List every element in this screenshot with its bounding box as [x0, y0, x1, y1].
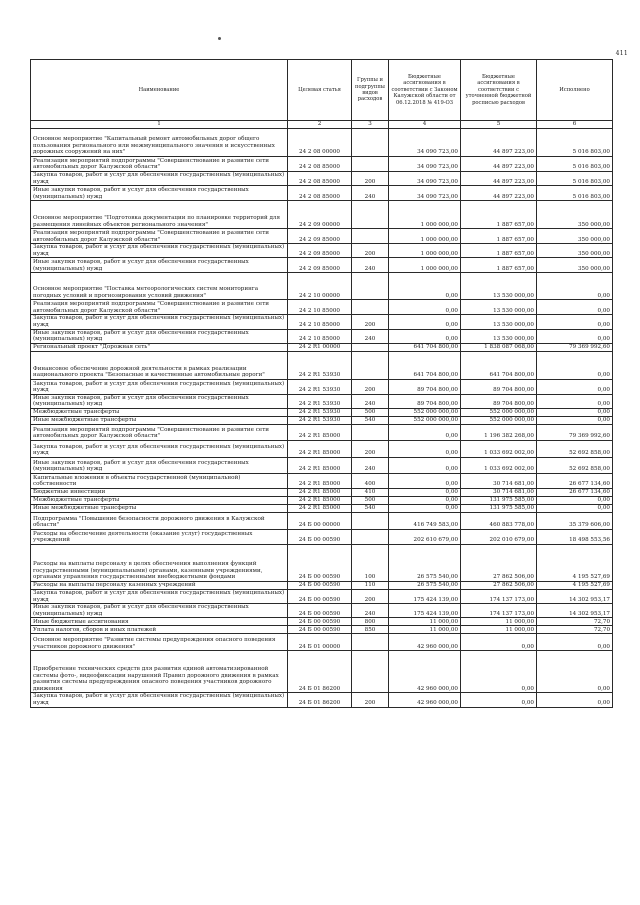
row-expense-type: 410 — [352, 488, 389, 496]
row-name: Закупка товаров, работ и услуг для обеспечения государственных (муниципальных) нужд — [31, 315, 288, 329]
row-name: Закупка товаров, работ и услуг для обеспечения государственных (муниципальных) нужд — [31, 172, 288, 186]
row-allocation-law: 1 000 000,00 — [389, 201, 461, 229]
row-allocation-updated: 1 887 657,00 — [461, 258, 537, 273]
row-executed: 0,00 — [537, 351, 613, 379]
row-name: Реализация мероприятий подпрограммы "Совершенствование и развитие сети автомобильных дорог Калужской области" — [31, 229, 288, 244]
row-allocation-law: 34 090 723,00 — [389, 186, 461, 201]
row-target-article: 24 2 R1 85000 — [288, 504, 352, 512]
page-number: 411 — [615, 50, 628, 57]
row-expense-type: 200 — [352, 693, 389, 707]
row-allocation-law: 42 960 000,00 — [389, 693, 461, 707]
row-executed: 0,00 — [537, 300, 613, 315]
budget-table — [30, 59, 613, 708]
row-name: Закупка товаров, работ и услуг для обеспечения государственных (муниципальных) нужд — [31, 379, 288, 394]
row-executed: 35 379 606,00 — [537, 512, 613, 529]
row-target-article: 24 2 08 00000 — [288, 129, 352, 157]
table-row — [31, 634, 613, 651]
column-number: 6 — [537, 121, 613, 129]
row-expense-type: 500 — [352, 496, 389, 504]
row-name: Иные межбюджетные трансферты — [31, 416, 288, 424]
row-expense-type: 240 — [352, 329, 389, 343]
row-expense-type: 400 — [352, 473, 389, 488]
row-target-article: 24 2 R1 85000 — [288, 488, 352, 496]
row-allocation-law: 26 575 540,00 — [389, 581, 461, 589]
row-allocation-updated: 11 000,00 — [461, 626, 537, 634]
row-name: Уплата налогов, сборов и иных платежей — [31, 626, 288, 634]
row-allocation-law: 552 000 000,00 — [389, 408, 461, 416]
row-allocation-updated: 552 000 000,00 — [461, 416, 537, 424]
row-expense-type: 240 — [352, 457, 389, 473]
row-allocation-law: 0,00 — [389, 440, 461, 457]
row-allocation-updated: 0,00 — [461, 693, 537, 707]
row-allocation-updated: 44 897 223,00 — [461, 186, 537, 201]
row-target-article: 24 Б 01 86200 — [288, 693, 352, 707]
row-allocation-updated: 460 883 778,00 — [461, 512, 537, 529]
header-allocations-law: Бюджетные ассигнования в соответствии с Законом Калужской области от 06.12.2018 № 419-ОЗ — [389, 60, 461, 121]
header-target-article: Целевая статья — [288, 60, 352, 121]
row-target-article: 24 2 08 85000 — [288, 157, 352, 172]
row-expense-type: 200 — [352, 589, 389, 603]
table-row — [31, 416, 613, 424]
table-row — [31, 201, 613, 229]
row-allocation-law: 0,00 — [389, 488, 461, 496]
row-name: Бюджетные инвестиции — [31, 488, 288, 496]
row-allocation-updated: 1 887 657,00 — [461, 229, 537, 244]
row-target-article: 24 2 08 85000 — [288, 172, 352, 186]
row-target-article: 24 2 R1 85000 — [288, 424, 352, 440]
row-allocation-law: 202 610 679,00 — [389, 529, 461, 544]
table-row — [31, 394, 613, 408]
row-executed: 350 000,00 — [537, 244, 613, 258]
row-executed: 0,00 — [537, 315, 613, 329]
row-target-article: 24 2 10 85000 — [288, 329, 352, 343]
row-target-article: 24 2 R1 00000 — [288, 343, 352, 351]
row-name: Межбюджетные трансферты — [31, 496, 288, 504]
row-expense-type: 110 — [352, 581, 389, 589]
row-expense-type: 200 — [352, 379, 389, 394]
column-number: 3 — [352, 121, 389, 129]
table-row — [31, 440, 613, 457]
row-name: Основное мероприятие "Подготовка документации по планировке территорий для размещения линейных объектов регионального значения" — [31, 201, 288, 229]
table-row — [31, 651, 613, 693]
row-expense-type — [352, 634, 389, 651]
row-expense-type — [352, 300, 389, 315]
row-expense-type: 240 — [352, 394, 389, 408]
table-row — [31, 626, 613, 634]
column-number-row — [31, 121, 613, 129]
row-target-article: 24 2 10 85000 — [288, 315, 352, 329]
table-row — [31, 618, 613, 626]
row-allocation-law: 1 000 000,00 — [389, 229, 461, 244]
row-expense-type — [352, 651, 389, 693]
row-executed: 0,00 — [537, 634, 613, 651]
row-allocation-updated: 11 000,00 — [461, 618, 537, 626]
row-executed: 4 195 527,69 — [537, 544, 613, 581]
row-allocation-law: 0,00 — [389, 300, 461, 315]
row-expense-type: 200 — [352, 315, 389, 329]
row-executed: 0,00 — [537, 504, 613, 512]
row-allocation-law: 1 000 000,00 — [389, 258, 461, 273]
row-target-article: 24 Б 01 86200 — [288, 651, 352, 693]
row-allocation-updated: 30 714 681,00 — [461, 473, 537, 488]
row-allocation-law: 42 960 000,00 — [389, 651, 461, 693]
row-name: Иные закупки товаров, работ и услуг для обеспечения государственных (муниципальных) нужд — [31, 457, 288, 473]
row-allocation-updated: 131 975 585,00 — [461, 504, 537, 512]
row-allocation-law: 175 424 139,00 — [389, 604, 461, 618]
row-name: Реализация мероприятий подпрограммы "Совершенствование и развитие сети автомобильных дорог Калужской области" — [31, 424, 288, 440]
row-allocation-updated: 1 887 657,00 — [461, 201, 537, 229]
header-expense-group: Группы и подгруппы видов расходов — [352, 60, 389, 121]
row-target-article: 24 Б 00 00000 — [288, 512, 352, 529]
row-expense-type — [352, 512, 389, 529]
table-row — [31, 581, 613, 589]
row-allocation-law: 89 704 800,00 — [389, 379, 461, 394]
header-allocations-updated: Бюджетные ассигнования в соответствии с уточненной бюджетной росписью расходов — [461, 60, 537, 121]
row-allocation-updated: 174 137 173,00 — [461, 589, 537, 603]
row-allocation-updated: 13 530 000,00 — [461, 273, 537, 300]
row-name: Иные закупки товаров, работ и услуг для обеспечения государственных (муниципальных) нужд — [31, 329, 288, 343]
row-expense-type — [352, 129, 389, 157]
row-target-article: 24 2 09 00000 — [288, 201, 352, 229]
row-name: Иные межбюджетные трансферты — [31, 504, 288, 512]
row-expense-type — [352, 529, 389, 544]
scan-speck — [218, 37, 221, 40]
row-expense-type: 540 — [352, 416, 389, 424]
row-allocation-updated: 13 530 000,00 — [461, 329, 537, 343]
row-executed: 5 016 803,00 — [537, 186, 613, 201]
table-row — [31, 496, 613, 504]
table-row — [31, 379, 613, 394]
table-row — [31, 315, 613, 329]
table-row — [31, 329, 613, 343]
row-target-article: 24 2 R1 53930 — [288, 351, 352, 379]
row-allocation-updated: 13 530 000,00 — [461, 315, 537, 329]
row-target-article: 24 Б 00 00590 — [288, 589, 352, 603]
row-expense-type — [352, 343, 389, 351]
row-allocation-law: 641 704 800,00 — [389, 343, 461, 351]
row-target-article: 24 2 R1 85000 — [288, 440, 352, 457]
row-expense-type: 240 — [352, 604, 389, 618]
row-target-article: 24 Б 00 00590 — [288, 604, 352, 618]
row-executed: 350 000,00 — [537, 229, 613, 244]
row-target-article: 24 Б 00 00590 — [288, 618, 352, 626]
row-allocation-law: 416 749 583,00 — [389, 512, 461, 529]
row-target-article: 24 2 08 85000 — [288, 186, 352, 201]
table-body — [31, 129, 613, 708]
table-row — [31, 457, 613, 473]
row-target-article: 24 Б 00 00590 — [288, 581, 352, 589]
row-expense-type — [352, 229, 389, 244]
row-name: Региональный проект "Дорожная сеть" — [31, 343, 288, 351]
row-name: Закупка товаров, работ и услуг для обеспечения государственных (муниципальных) нужд — [31, 440, 288, 457]
row-expense-type: 240 — [352, 258, 389, 273]
column-number: 4 — [389, 121, 461, 129]
row-allocation-law: 11 000,00 — [389, 618, 461, 626]
row-target-article: 24 2 09 85000 — [288, 244, 352, 258]
header-name: Наименование — [31, 60, 288, 121]
row-name: Иные закупки товаров, работ и услуг для обеспечения государственных (муниципальных) нужд — [31, 258, 288, 273]
row-expense-type — [352, 424, 389, 440]
row-target-article: 24 2 R1 85000 — [288, 496, 352, 504]
column-number: 2 — [288, 121, 352, 129]
row-expense-type: 500 — [352, 408, 389, 416]
row-name: Закупка товаров, работ и услуг для обеспечения государственных (муниципальных) нужд — [31, 693, 288, 707]
row-name: Закупка товаров, работ и услуг для обеспечения государственных (муниципальных) нужд — [31, 244, 288, 258]
column-number: 1 — [31, 121, 288, 129]
row-allocation-law: 42 960 000,00 — [389, 634, 461, 651]
row-allocation-law: 0,00 — [389, 329, 461, 343]
row-allocation-updated: 44 897 223,00 — [461, 129, 537, 157]
row-allocation-law: 0,00 — [389, 457, 461, 473]
row-allocation-law: 552 000 000,00 — [389, 416, 461, 424]
table-row — [31, 186, 613, 201]
table-row — [31, 351, 613, 379]
row-expense-type: 100 — [352, 544, 389, 581]
row-executed: 350 000,00 — [537, 201, 613, 229]
table-row — [31, 157, 613, 172]
row-executed: 26 677 134,60 — [537, 473, 613, 488]
row-executed: 14 302 953,17 — [537, 589, 613, 603]
row-target-article: 24 2 R1 53930 — [288, 379, 352, 394]
table-row — [31, 244, 613, 258]
row-expense-type — [352, 273, 389, 300]
row-expense-type — [352, 351, 389, 379]
row-allocation-updated: 1 838 087 068,00 — [461, 343, 537, 351]
header-executed: Исполнено — [537, 60, 613, 121]
row-allocation-law: 1 000 000,00 — [389, 244, 461, 258]
row-allocation-law: 175 424 139,00 — [389, 589, 461, 603]
row-executed: 5 016 803,00 — [537, 172, 613, 186]
table-row — [31, 488, 613, 496]
table-row — [31, 604, 613, 618]
row-target-article: 24 2 10 85000 — [288, 300, 352, 315]
row-executed: 0,00 — [537, 408, 613, 416]
table-row — [31, 300, 613, 315]
row-target-article: 24 Б 00 00590 — [288, 544, 352, 581]
row-expense-type: 800 — [352, 618, 389, 626]
row-name: Иные бюджетные ассигнования — [31, 618, 288, 626]
row-allocation-updated: 0,00 — [461, 634, 537, 651]
row-name: Финансовое обеспечение дорожной деятельности в рамках реализации национального проекта "Безопасные и качественные автомобильные дороги" — [31, 351, 288, 379]
row-executed: 0,00 — [537, 329, 613, 343]
row-allocation-law: 0,00 — [389, 496, 461, 504]
table-row — [31, 529, 613, 544]
row-name: Реализация мероприятий подпрограммы "Совершенствование и развитие сети автомобильных дорог Калужской области" — [31, 157, 288, 172]
table-row — [31, 229, 613, 244]
row-target-article: 24 Б 00 00590 — [288, 626, 352, 634]
row-allocation-updated: 44 897 223,00 — [461, 157, 537, 172]
row-executed: 4 195 527,69 — [537, 581, 613, 589]
table-row — [31, 129, 613, 157]
row-expense-type: 540 — [352, 504, 389, 512]
table-row — [31, 424, 613, 440]
row-executed: 5 016 803,00 — [537, 157, 613, 172]
row-name: Основное мероприятие "Поставка метеорологических систем мониторинга погодных условий и прогнозирования условий движения" — [31, 273, 288, 300]
row-executed: 0,00 — [537, 651, 613, 693]
row-executed: 72,70 — [537, 626, 613, 634]
row-expense-type — [352, 201, 389, 229]
table-row — [31, 273, 613, 300]
row-target-article: 24 2 R1 53930 — [288, 416, 352, 424]
header-row — [31, 60, 613, 121]
row-allocation-law: 26 575 540,00 — [389, 544, 461, 581]
row-allocation-updated: 1 033 692 002,00 — [461, 440, 537, 457]
row-allocation-updated: 27 862 506,00 — [461, 544, 537, 581]
row-allocation-updated: 89 704 800,00 — [461, 379, 537, 394]
row-target-article: 24 2 R1 85000 — [288, 473, 352, 488]
table-row — [31, 343, 613, 351]
row-allocation-law: 0,00 — [389, 315, 461, 329]
row-name: Реализация мероприятий подпрограммы "Совершенствование и развитие сети автомобильных дорог Калужской области" — [31, 300, 288, 315]
row-allocation-updated: 1 033 692 002,00 — [461, 457, 537, 473]
row-target-article: 24 Б 01 00000 — [288, 634, 352, 651]
table-row — [31, 512, 613, 529]
row-executed: 0,00 — [537, 273, 613, 300]
row-executed: 0,00 — [537, 394, 613, 408]
row-expense-type — [352, 157, 389, 172]
row-allocation-updated: 202 010 679,00 — [461, 529, 537, 544]
row-name: Расходы на выплаты персоналу в целях обеспечения выполнения функций государственными (муниципальными) органами, казенными учреждениями, органами управления государственными внебюджетными фондами — [31, 544, 288, 581]
row-allocation-law: 34 090 723,00 — [389, 172, 461, 186]
row-allocation-law: 0,00 — [389, 473, 461, 488]
row-allocation-law: 641 704 800,00 — [389, 351, 461, 379]
row-allocation-updated: 1 887 657,00 — [461, 244, 537, 258]
row-target-article: 24 2 R1 53930 — [288, 394, 352, 408]
table-row — [31, 504, 613, 512]
row-name: Иные закупки товаров, работ и услуг для обеспечения государственных (муниципальных) нужд — [31, 604, 288, 618]
row-executed: 350 000,00 — [537, 258, 613, 273]
row-allocation-law: 89 704 800,00 — [389, 394, 461, 408]
row-allocation-updated: 1 196 382 268,00 — [461, 424, 537, 440]
row-name: Основное мероприятие "Развитие системы предупреждения опасного поведения участников дорожного движения" — [31, 634, 288, 651]
row-name: Расходы на обеспечение деятельности (оказание услуг) государственных учреждений — [31, 529, 288, 544]
row-name: Закупка товаров, работ и услуг для обеспечения государственных (муниципальных) нужд — [31, 589, 288, 603]
row-allocation-updated: 552 000 000,00 — [461, 408, 537, 416]
table-row — [31, 473, 613, 488]
row-executed: 0,00 — [537, 416, 613, 424]
row-allocation-updated: 44 897 223,00 — [461, 172, 537, 186]
row-executed: 18 498 553,56 — [537, 529, 613, 544]
row-expense-type: 240 — [352, 186, 389, 201]
row-name: Расходы на выплаты персоналу казенных учреждений — [31, 581, 288, 589]
row-allocation-law: 34 090 723,00 — [389, 129, 461, 157]
row-target-article: 24 2 R1 53930 — [288, 408, 352, 416]
row-executed: 72,70 — [537, 618, 613, 626]
row-target-article: 24 2 09 85000 — [288, 258, 352, 273]
row-expense-type: 850 — [352, 626, 389, 634]
row-executed: 79 369 992,60 — [537, 343, 613, 351]
table-row — [31, 258, 613, 273]
row-executed: 26 677 134,60 — [537, 488, 613, 496]
row-expense-type: 200 — [352, 440, 389, 457]
row-executed: 0,00 — [537, 693, 613, 707]
row-allocation-law: 34 090 723,00 — [389, 157, 461, 172]
row-executed: 14 302 953,17 — [537, 604, 613, 618]
row-allocation-updated: 27 862 506,00 — [461, 581, 537, 589]
row-executed: 0,00 — [537, 379, 613, 394]
row-executed: 79 369 992,60 — [537, 424, 613, 440]
row-allocation-updated: 30 714 681,00 — [461, 488, 537, 496]
row-allocation-law: 0,00 — [389, 424, 461, 440]
table-row — [31, 589, 613, 603]
row-executed: 0,00 — [537, 496, 613, 504]
row-expense-type: 200 — [352, 172, 389, 186]
row-target-article: 24 Б 00 00590 — [288, 529, 352, 544]
table-row — [31, 408, 613, 416]
row-name: Подпрограмма "Повышение безопасности дорожного движения в Калужской области" — [31, 512, 288, 529]
row-executed: 52 692 858,00 — [537, 457, 613, 473]
row-allocation-updated: 13 530 000,00 — [461, 300, 537, 315]
row-target-article: 24 2 R1 85000 — [288, 457, 352, 473]
row-name: Иные закупки товаров, работ и услуг для обеспечения государственных (муниципальных) нужд — [31, 394, 288, 408]
row-target-article: 24 2 09 85000 — [288, 229, 352, 244]
row-allocation-law: 11 000,00 — [389, 626, 461, 634]
row-allocation-law: 0,00 — [389, 504, 461, 512]
row-name: Основное мероприятие "Капитальный ремонт автомобильных дорог общего пользования регионального или межмуниципального значения и искусственных дорожных сооружений на них" — [31, 129, 288, 157]
table-row — [31, 544, 613, 581]
row-allocation-updated: 641 704 800,00 — [461, 351, 537, 379]
column-number: 5 — [461, 121, 537, 129]
row-allocation-updated: 89 704 800,00 — [461, 394, 537, 408]
table-row — [31, 693, 613, 707]
row-name: Капитальные вложения в объекты государственной (муниципальной) собственности — [31, 473, 288, 488]
row-allocation-updated: 131 975 585,00 — [461, 496, 537, 504]
row-target-article: 24 2 10 00000 — [288, 273, 352, 300]
row-executed: 5 016 803,00 — [537, 129, 613, 157]
table-row — [31, 172, 613, 186]
row-name: Приобретение технических средств для развития единой автоматизированной системы фото-, видеофиксации нарушений Правил дорожного движения в рамках развития системы предупреждения опасного поведения участников дорожного движения — [31, 651, 288, 693]
row-name: Иные закупки товаров, работ и услуг для обеспечения государственных (муниципальных) нужд — [31, 186, 288, 201]
row-expense-type: 200 — [352, 244, 389, 258]
row-allocation-updated: 0,00 — [461, 651, 537, 693]
row-name: Межбюджетные трансферты — [31, 408, 288, 416]
row-allocation-law: 0,00 — [389, 273, 461, 300]
row-executed: 52 692 858,00 — [537, 440, 613, 457]
row-allocation-updated: 174 137 173,00 — [461, 604, 537, 618]
